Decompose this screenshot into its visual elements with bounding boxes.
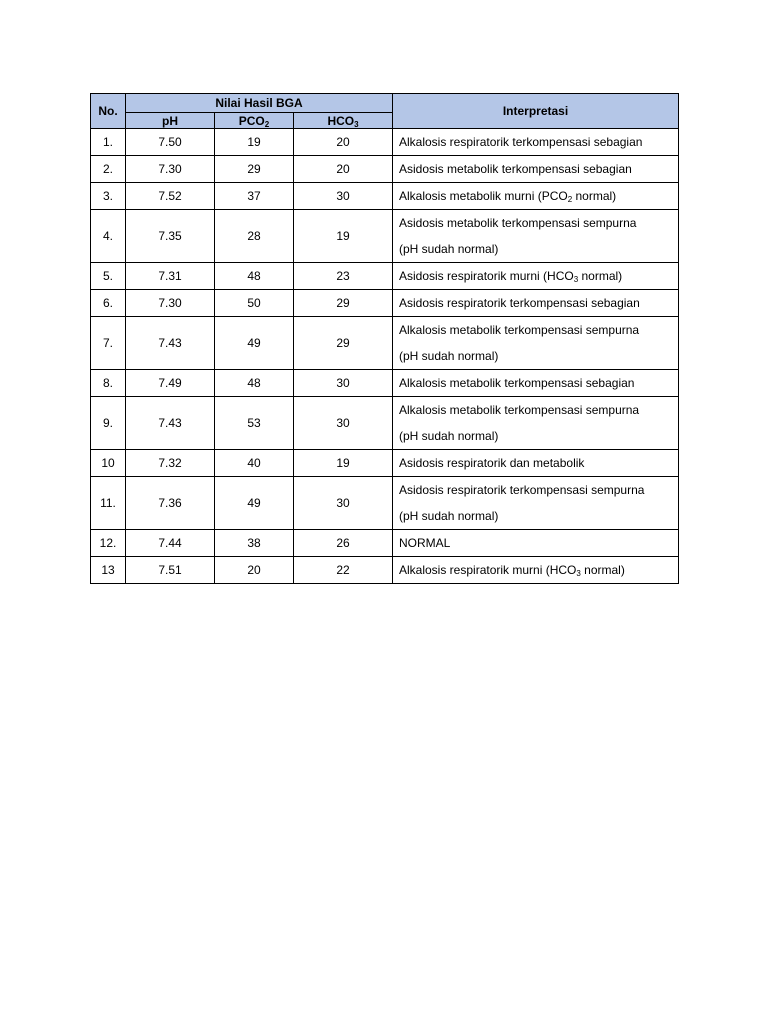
- cell-interpretation: [393, 397, 679, 450]
- cell-ph: 7.51: [126, 557, 215, 584]
- cell-interpretation: [393, 477, 679, 530]
- cell-interpretation: [393, 290, 679, 317]
- cell-no: 7.: [91, 317, 126, 370]
- cell-ph: 7.50: [126, 129, 215, 156]
- cell-no: 5.: [91, 263, 126, 290]
- cell-pco2: 48: [215, 370, 294, 397]
- interpretation-line: (pH sudah normal): [399, 429, 499, 443]
- cell-interpretation: [393, 183, 679, 210]
- cell-pco2: 38: [215, 530, 294, 557]
- cell-hco3: 20: [294, 129, 393, 156]
- cell-ph: 7.43: [126, 317, 215, 370]
- cell-hco3: 19: [294, 210, 393, 263]
- cell-ph: 7.36: [126, 477, 215, 530]
- cell-ph: 7.32: [126, 450, 215, 477]
- cell-interpretation: [393, 370, 679, 397]
- interpretation-text: Asidosis metabolik terkompensasi sebagian: [399, 162, 632, 176]
- interpretation-line: (pH sudah normal): [399, 509, 499, 523]
- cell-hco3: 29: [294, 290, 393, 317]
- interpretation-text: Alkalosis metabolik terkompensasi sebagian: [399, 376, 635, 390]
- cell-hco3: 20: [294, 156, 393, 183]
- interpretation-text-end: normal): [580, 563, 625, 577]
- interpretation-text: Alkalosis respiratorik terkompensasi sebagian: [399, 135, 643, 149]
- interpretation-text: Asidosis respiratorik dan metabolik: [399, 456, 585, 470]
- table-row: [91, 450, 679, 477]
- table-row: [91, 370, 679, 397]
- cell-interpretation: [393, 530, 679, 557]
- cell-no: 9.: [91, 397, 126, 450]
- table-row: [91, 290, 679, 317]
- cell-ph: 7.30: [126, 156, 215, 183]
- interpretation-text: Alkalosis respiratorik murni (HCO: [399, 563, 577, 577]
- cell-hco3: 22: [294, 557, 393, 584]
- table-row: [91, 477, 679, 530]
- cell-pco2: 48: [215, 263, 294, 290]
- cell-hco3: 30: [294, 370, 393, 397]
- interpretation-text: Asidosis respiratorik murni (HCO: [399, 269, 574, 283]
- cell-pco2: 29: [215, 156, 294, 183]
- cell-no: 12.: [91, 530, 126, 557]
- cell-pco2: 49: [215, 317, 294, 370]
- cell-pco2: 28: [215, 210, 294, 263]
- cell-interpretation: [393, 450, 679, 477]
- cell-no: 11.: [91, 477, 126, 530]
- table-row: [91, 156, 679, 183]
- cell-ph: 7.31: [126, 263, 215, 290]
- cell-no: 4.: [91, 210, 126, 263]
- table-row: [91, 210, 679, 263]
- interpretation-line: Asidosis respiratorik terkompensasi sempurna: [399, 483, 645, 497]
- interpretation-text: NORMAL: [399, 536, 451, 550]
- interpretation-text: Alkalosis metabolik murni (PCO: [399, 189, 568, 203]
- cell-pco2: 53: [215, 397, 294, 450]
- cell-no: 10: [91, 450, 126, 477]
- table-row: [91, 530, 679, 557]
- cell-hco3: 23: [294, 263, 393, 290]
- header-hco3: [294, 113, 393, 129]
- cell-ph: 7.49: [126, 370, 215, 397]
- cell-pco2: 37: [215, 183, 294, 210]
- header-group: Nilai Hasil BGA: [126, 94, 393, 113]
- interpretation-line: Alkalosis metabolik terkompensasi sempurna: [399, 323, 640, 337]
- interpretation-line: Asidosis metabolik terkompensasi sempurna: [399, 216, 637, 230]
- cell-ph: 7.52: [126, 183, 215, 210]
- cell-interpretation: [393, 129, 679, 156]
- table-row: [91, 397, 679, 450]
- cell-interpretation: [393, 317, 679, 370]
- header-ph: pH: [126, 113, 215, 129]
- cell-pco2: 19: [215, 129, 294, 156]
- table-row: [91, 317, 679, 370]
- cell-ph: 7.35: [126, 210, 215, 263]
- cell-no: 1.: [91, 129, 126, 156]
- table-row: [91, 557, 679, 584]
- table-row: [91, 129, 679, 156]
- header-pco2-sub: 2: [264, 119, 270, 129]
- cell-ph: 7.30: [126, 290, 215, 317]
- cell-interpretation: [393, 263, 679, 290]
- header-hco3-sub: 3: [354, 119, 359, 129]
- cell-interpretation: [393, 210, 679, 263]
- interpretation-subscript: 3: [573, 275, 579, 284]
- header-no: No.: [91, 94, 126, 129]
- header-pco2-base: PCO: [238, 113, 265, 128]
- cell-interpretation: [393, 557, 679, 584]
- cell-ph: 7.44: [126, 530, 215, 557]
- header-pco2: [215, 113, 294, 129]
- table-body: [91, 129, 679, 584]
- cell-hco3: 30: [294, 183, 393, 210]
- cell-no: 13: [91, 557, 126, 584]
- cell-pco2: 40: [215, 450, 294, 477]
- interpretation-text: Asidosis respiratorik terkompensasi sebagian: [399, 296, 640, 310]
- cell-pco2: 49: [215, 477, 294, 530]
- interpretation-line: (pH sudah normal): [399, 242, 499, 256]
- interpretation-line: (pH sudah normal): [399, 349, 499, 363]
- cell-no: 2.: [91, 156, 126, 183]
- cell-pco2: 20: [215, 557, 294, 584]
- cell-hco3: 19: [294, 450, 393, 477]
- interpretation-subscript: 3: [576, 569, 581, 578]
- interpretation-line: Alkalosis metabolik terkompensasi sempurna: [399, 403, 640, 417]
- interpretation-text-end: normal): [578, 269, 623, 283]
- cell-hco3: 30: [294, 477, 393, 530]
- interpretation-text-end: normal): [572, 189, 617, 203]
- cell-no: 3.: [91, 183, 126, 210]
- cell-hco3: 30: [294, 397, 393, 450]
- header-hco3-base: HCO: [327, 113, 355, 128]
- table-row: [91, 183, 679, 210]
- cell-pco2: 50: [215, 290, 294, 317]
- interpretation-subscript: 2: [567, 195, 573, 204]
- cell-hco3: 29: [294, 317, 393, 370]
- header-interpretation: Interpretasi: [393, 94, 679, 129]
- cell-ph: 7.43: [126, 397, 215, 450]
- bga-results-table: [90, 93, 679, 584]
- cell-hco3: 26: [294, 530, 393, 557]
- table-row: [91, 263, 679, 290]
- cell-no: 6.: [91, 290, 126, 317]
- cell-interpretation: [393, 156, 679, 183]
- cell-no: 8.: [91, 370, 126, 397]
